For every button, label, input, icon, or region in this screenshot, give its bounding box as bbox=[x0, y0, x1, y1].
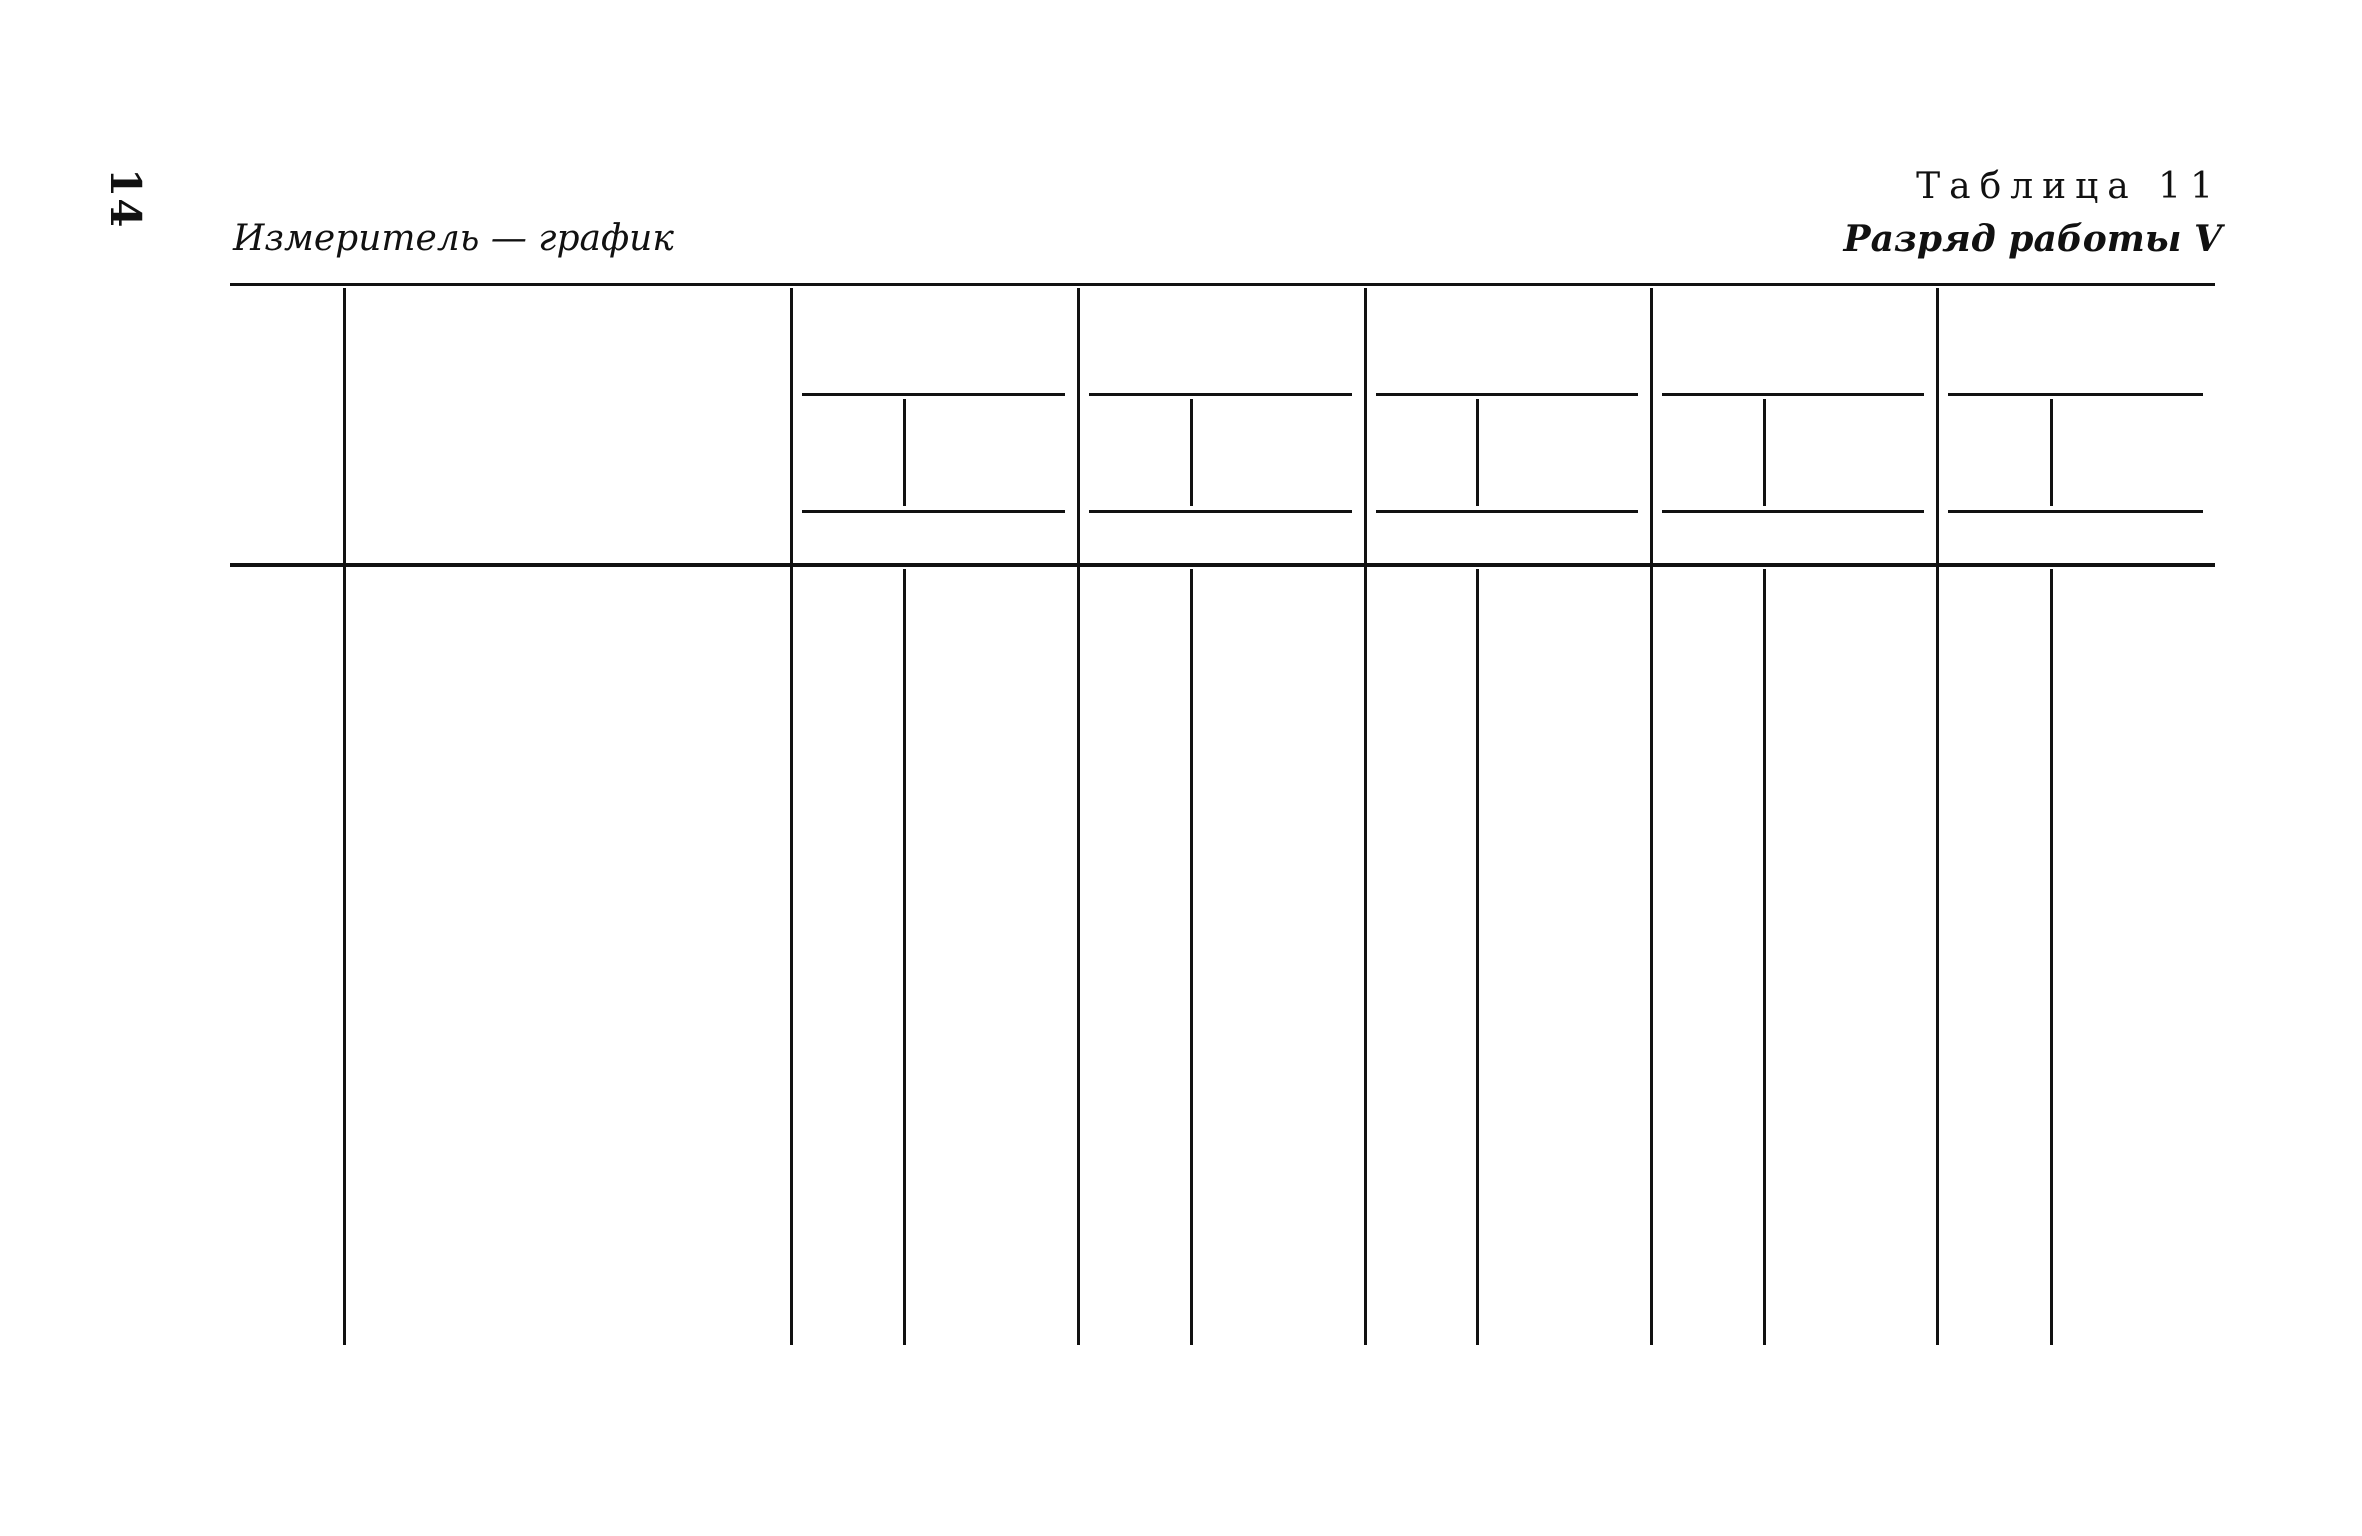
subcol-divider bbox=[1476, 399, 1479, 506]
group-divider bbox=[1364, 288, 1367, 1345]
group-divider bbox=[1077, 288, 1080, 1345]
group-divider bbox=[1650, 288, 1653, 1345]
header-bottom-rule bbox=[230, 563, 2215, 567]
table-title: Таблица 11 bbox=[1916, 166, 2222, 207]
col-divider-no bbox=[343, 288, 346, 1345]
subcol-divider bbox=[1476, 569, 1479, 1345]
subheader-rule bbox=[1376, 510, 1638, 513]
subcol-divider bbox=[2050, 569, 2053, 1345]
grade-label: Разряд работы V bbox=[1843, 218, 2222, 260]
group-title-rule bbox=[1662, 393, 1924, 396]
group-title-rule bbox=[802, 393, 1065, 396]
group-title-rule bbox=[1948, 393, 2203, 396]
subcol-divider bbox=[1190, 399, 1193, 506]
subcol-divider bbox=[1763, 399, 1766, 506]
subheader-rule bbox=[1662, 510, 1924, 513]
subcol-divider bbox=[903, 569, 906, 1345]
subcol-divider bbox=[903, 399, 906, 506]
subheader-rule bbox=[802, 510, 1065, 513]
measure-label: Измеритель — график bbox=[233, 218, 674, 259]
top-rule bbox=[230, 283, 2215, 286]
subcol-divider bbox=[1190, 569, 1193, 1345]
group-divider bbox=[1936, 288, 1939, 1345]
subheader-rule bbox=[1948, 510, 2203, 513]
subheader-rule bbox=[1089, 510, 1352, 513]
group-title-rule bbox=[1376, 393, 1638, 396]
group-divider bbox=[790, 288, 793, 1345]
page-number: 14 bbox=[101, 168, 150, 229]
subcol-divider bbox=[2050, 399, 2053, 506]
subcol-divider bbox=[1763, 569, 1766, 1345]
group-title-rule bbox=[1089, 393, 1352, 396]
